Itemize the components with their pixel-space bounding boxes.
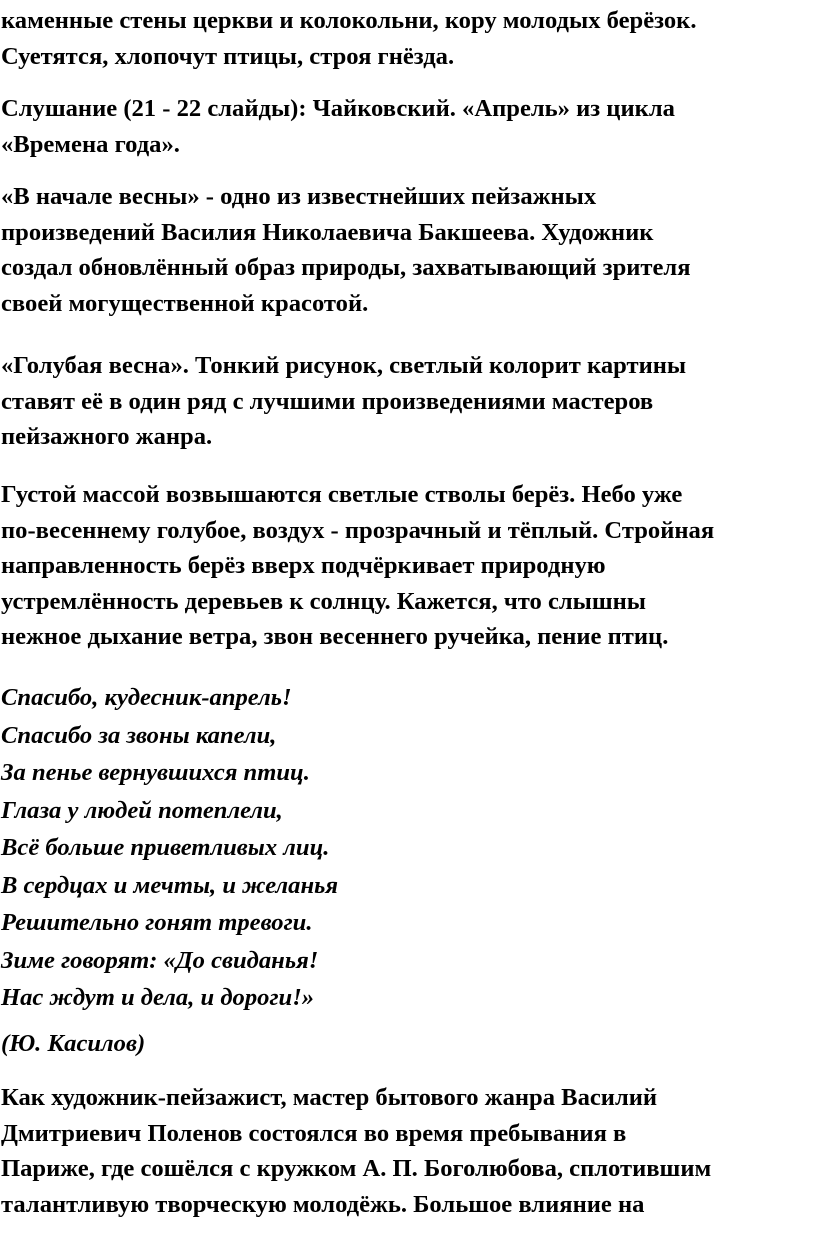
text-line: произведений Василия Николаевича Бакшеева. Художник (1, 218, 654, 246)
poem-line: Спасибо, кудесник-апрель! (1, 684, 292, 711)
text-line: талантливую творческую молодёжь. Большое влияние на (1, 1190, 645, 1218)
text-line: по-весеннему голубое, воздух - прозрачный и тёплый. Стройная (1, 516, 715, 544)
poem-line: В сердцах и мечты, и желанья (1, 871, 339, 899)
text-line: Слушание (21 - 22 слайды): Чайковский. «Апрель» из цикла (1, 95, 675, 122)
poem-line: Спасибо за звоны капели, (1, 721, 277, 749)
paragraph-listening (1, 91, 816, 162)
text-line: нежное дыхание ветра, звон весеннего ручейка, пение птиц. (1, 623, 669, 650)
text-line: направленность берёз вверх подчёркивает природную (1, 552, 606, 579)
text-line: ставят её в один ряд с лучшими произведениями мастеров (1, 387, 654, 415)
text-line: Суетятся, хлопочут птицы, строя гнёзда. (1, 42, 455, 70)
text-line: Густой массой возвышаются светлые стволы берёз. Небо уже (1, 481, 683, 508)
poem-line: Глаза у людей потеплели, (1, 796, 283, 824)
author-line: (Ю. Касилов) (1, 1030, 146, 1057)
poem-author (1, 1026, 816, 1062)
text-line: «Времена года». (1, 130, 180, 158)
poem-line: Зиме говорят: «До свиданья! (1, 946, 319, 974)
text-line: своей могущественной красотой. (1, 289, 369, 317)
poem-line: Решительно гонят тревоги. (1, 909, 313, 936)
paragraph-blue-spring (1, 348, 816, 455)
text-line: пейзажного жанра. (1, 423, 213, 450)
paragraph-birches (1, 477, 816, 655)
text-line: каменные стены церкви и колокольни, кору молодых берёзок. (1, 7, 697, 34)
text-line: устремлённость деревьев к солнцу. Кажется, что слышны (1, 587, 646, 615)
text-line: создал обновлённый образ природы, захватывающий зрителя (1, 254, 691, 281)
paragraph-early-spring (1, 179, 816, 321)
poem-line: За пенье вернувшихся птиц. (1, 759, 310, 786)
text-line: Париже, где сошёлся с кружком А. П. Боголюбова, сплотившим (1, 1155, 712, 1182)
paragraph-polenov (1, 1080, 816, 1222)
poem (1, 679, 816, 1017)
text-line: Дмитриевич Поленов состоялся во время пребывания в (1, 1119, 627, 1147)
poem-line: Всё больше приветливых лиц. (1, 834, 330, 861)
text-line: «Голубая весна». Тонкий рисунок, светлый колорит картины (1, 352, 687, 379)
text-line: «В начале весны» - одно из известнейших пейзажных (1, 183, 597, 210)
poem-line: Нас ждут и дела, и дороги!» (1, 984, 315, 1011)
paragraph-church-walls (1, 3, 816, 74)
text-line: Как художник-пейзажист, мастер бытового жанра Василий (1, 1084, 658, 1111)
